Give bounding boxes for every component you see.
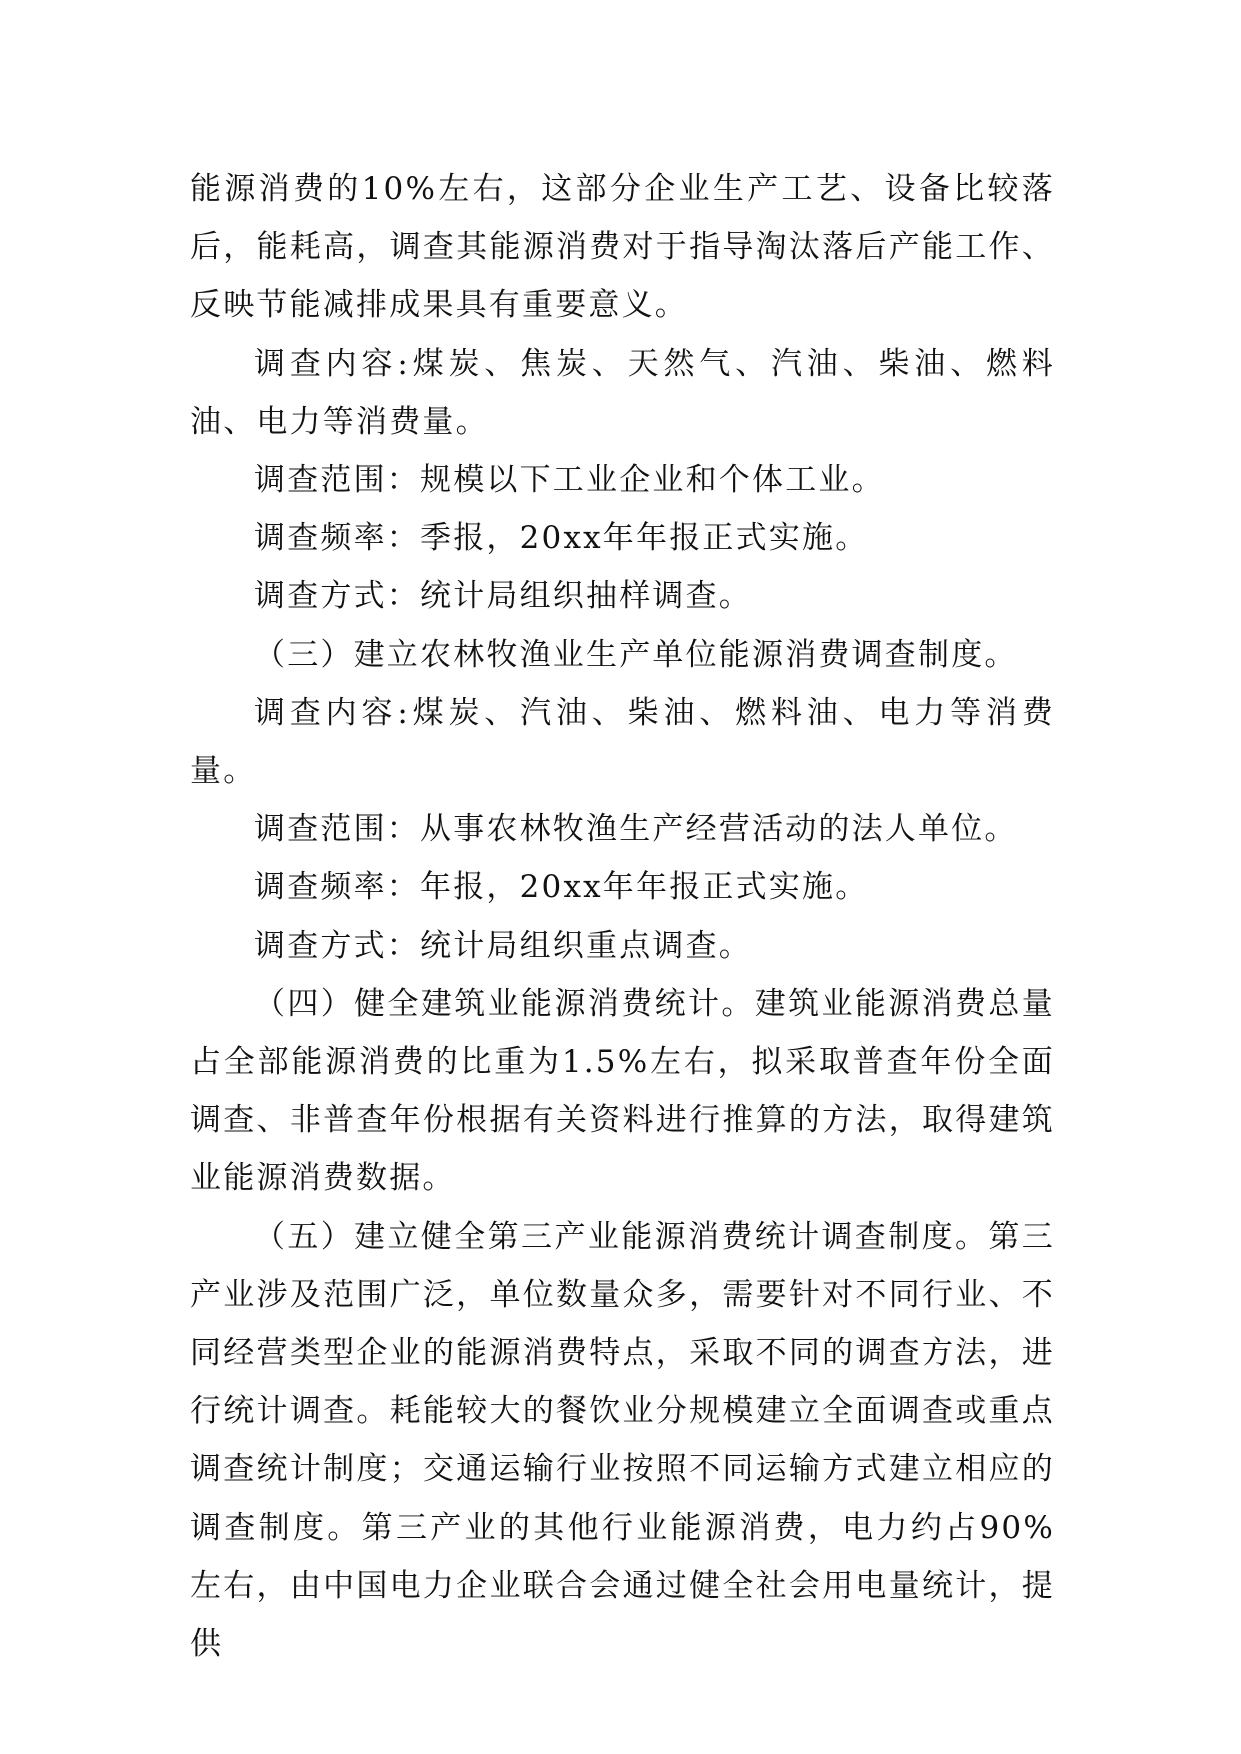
paragraph-8: 调查范围：从事农林牧渔生产经营活动的法人单位。 (254, 811, 1018, 848)
section-paragraph-5: （五）建立健全第三产业能源消费统计调查制度。第三产业涉及范围广泛，单位数量众多，需要针对不同行业、不同经营类型企业的能源消费特点，采取不同的调查方法，进行统计调查。耗能较大的餐饮业分规模建立全面调查或重点调查统计制度；交通运输行业按照不同运输方式建立相应的调查制度。第三产业的其他行业能源消费，电力约占90%左右，由中国电力企业联合会通过健全社会用电量统计，提供 (190, 1218, 1055, 1663)
paragraph-9: 调查频率：年报，20xx年年报正式实施。 (254, 869, 869, 906)
paragraph-4: 调查频率：季报，20xx年年报正式实施。 (254, 520, 869, 557)
paragraph-7: 调查内容:煤炭、汽油、柴油、燃料油、电力等消费量。 (190, 694, 1055, 790)
paragraph-10: 调查方式：统计局组织重点调查。 (254, 927, 752, 964)
paragraph-3: 调查范围：规模以下工业企业和个体工业。 (254, 462, 885, 499)
section-heading-3: （三）建立农林牧渔业生产单位能源消费调查制度。 (254, 636, 1018, 673)
paragraph-2: 调查内容:煤炭、焦炭、天然气、汽油、柴油、燃料油、电力等消费量。 (190, 345, 1055, 440)
paragraph-5: 调查方式：统计局组织抽样调查。 (254, 578, 752, 615)
section-paragraph-4: （四）健全建筑业能源消费统计。建筑业能源消费总量占全部能源消费的比重为1.5%左右，拟采取普查年份全面调查、非普查年份根据有关资料进行推算的方法，取得建筑业能源消费数据。 (190, 985, 1055, 1197)
body-text (190, 160, 1055, 1673)
paragraph-1: 能源消费的10%左右，这部分企业生产工艺、设备比较落后，能耗高，调查其能源消费对于指导淘汰落后产能工作、反映节能减排成果具有重要意义。 (190, 171, 1055, 324)
